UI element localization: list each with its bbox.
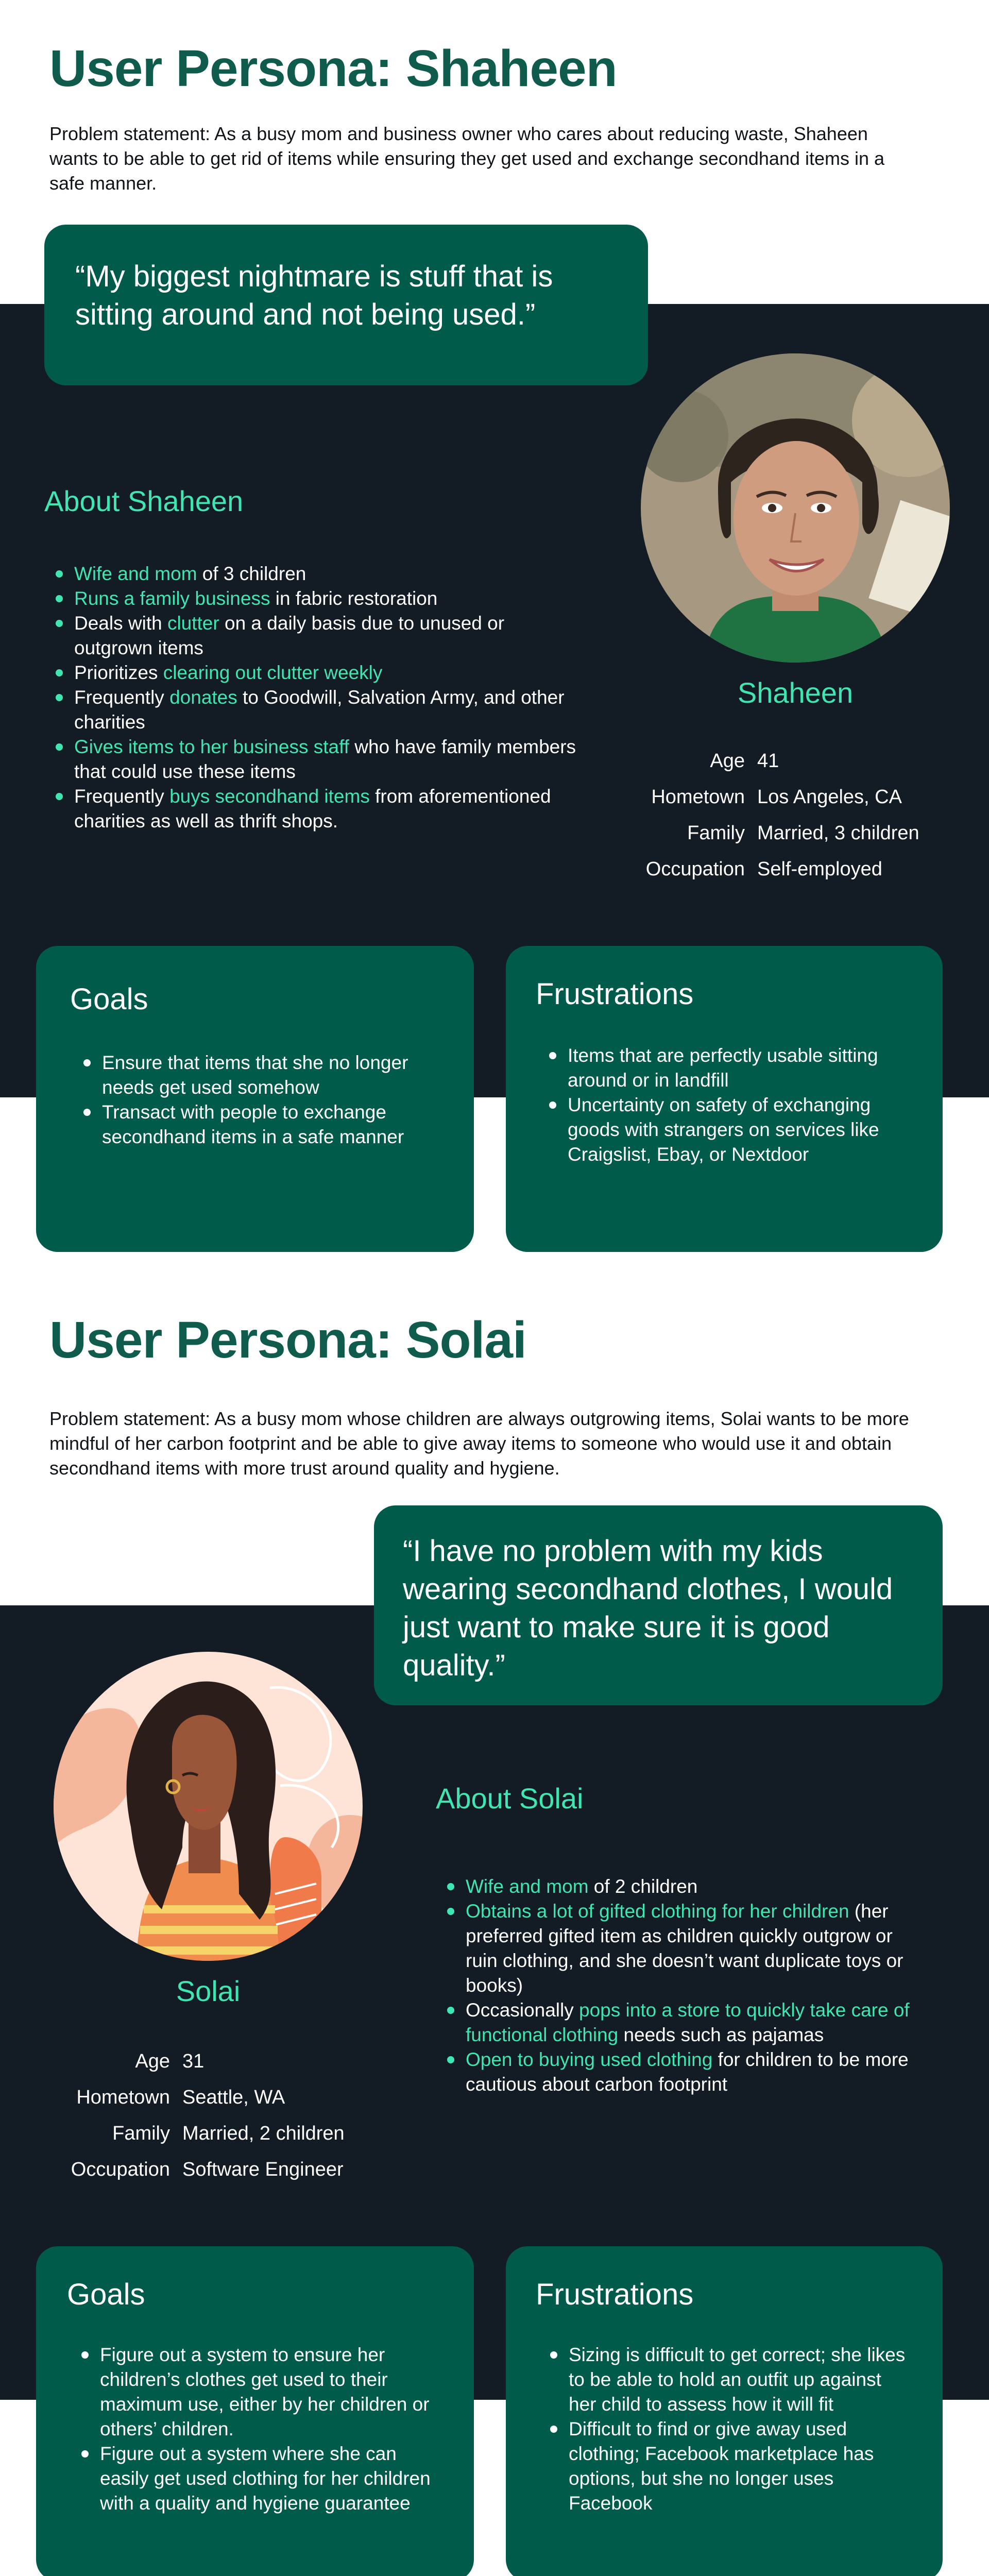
info-label: Family	[687, 822, 745, 844]
info-value: 41	[757, 750, 779, 772]
frustrations-heading: Frustrations	[536, 2278, 694, 2311]
about-list-shaheen	[49, 562, 585, 834]
about-text: in fabric restoration	[270, 588, 438, 609]
highlight-text: Obtains a lot of gifted clothing for her children	[466, 1901, 849, 1922]
about-text: Deals with	[74, 613, 167, 634]
highlight-text: clutter	[167, 613, 219, 634]
goals-heading: Goals	[67, 2278, 145, 2311]
info-value: Los Angeles, CA	[757, 786, 902, 808]
problem-statement-shaheen: Problem statement: As a busy mom and business owner who cares about reducing waste, Shaheen wants to be able to get rid of items while ensuring they get used and exchange secondhand items in a safe manner.	[49, 123, 885, 194]
page-title-solai: User Persona: Solai	[49, 1311, 526, 1369]
persona-name-shaheen: Shaheen	[737, 676, 854, 709]
quote-card-solai	[374, 1505, 943, 1705]
highlight-text: Runs a family business	[74, 588, 270, 609]
info-value: Married, 3 children	[757, 822, 919, 844]
highlight-text: clearing out clutter weekly	[163, 662, 383, 683]
about-text: who have family members that could use these items	[74, 736, 576, 782]
about-text: Occasionally	[466, 1999, 579, 2021]
about-text: of 3 children	[197, 563, 306, 584]
about-item	[466, 2047, 925, 2097]
page-title-shaheen: User Persona: Shaheen	[49, 40, 617, 97]
info-label: Occupation	[71, 2159, 170, 2180]
info-row	[613, 779, 974, 815]
quote-card-shaheen	[44, 225, 648, 385]
about-text: of 2 children	[588, 1876, 698, 1897]
about-text: on a daily basis due to unused or outgrown items	[74, 613, 505, 658]
highlight-text: donates	[169, 687, 237, 708]
frustrations-item: Items that are perfectly usable sitting around or in landfill	[568, 1043, 913, 1093]
info-row	[26, 2115, 407, 2151]
highlight-text: buys secondhand items	[169, 786, 370, 807]
highlight-text: pops into a store to quickly take care of functional clothing	[466, 1999, 910, 2045]
about-item	[74, 562, 585, 586]
quote-text: “My biggest nightmare is stuff that is sitting around and not being used.”	[75, 260, 553, 331]
highlight-text: Wife and mom	[74, 563, 197, 584]
about-item	[466, 1998, 925, 2047]
portrait-photo	[641, 353, 950, 663]
highlight-text: Open to buying used clothing	[466, 2049, 713, 2070]
about-item	[74, 611, 585, 660]
about-item	[74, 660, 585, 685]
about-text: Prioritizes	[74, 662, 163, 683]
about-item	[74, 586, 585, 611]
info-row	[26, 2043, 407, 2079]
frustrations-list-shaheen	[536, 1043, 913, 1167]
about-text: Frequently	[74, 786, 170, 807]
goals-item: Ensure that items that she no longer needs get used somehow	[102, 1050, 440, 1100]
about-heading-shaheen: About Shaheen	[44, 485, 244, 517]
about-item	[74, 735, 585, 784]
goals-list-shaheen	[70, 1050, 440, 1149]
about-item	[466, 1899, 925, 1998]
info-row	[613, 743, 974, 779]
goals-card-shaheen	[36, 946, 474, 1252]
goals-item: Figure out a system to ensure her children’s clothes get used to their maximum use, either by her children or others’ children.	[100, 2343, 443, 2442]
goals-list-solai	[67, 2343, 443, 2516]
frustrations-item: Uncertainty on safety of exchanging goods with strangers on services like Craigslist, Ebay, or Nextdoor	[568, 1093, 913, 1167]
quote-text: “I have no problem with my kids wearing secondhand clothes, I would just want to make sure it is good quality.”	[403, 1534, 893, 1682]
info-value: Married, 2 children	[182, 2123, 345, 2144]
persona-name-solai: Solai	[176, 1975, 241, 2007]
info-label: Hometown	[76, 2087, 170, 2108]
frustrations-heading: Frustrations	[536, 977, 694, 1011]
goals-heading: Goals	[70, 982, 148, 1016]
problem-statement-solai: Problem statement: As a busy mom whose children are always outgrowing items, Solai wants to be more mindful of her carbon footprint and be able to give away items to someone who would use it and obtain secondhand items with more trust around quality and hygiene.	[49, 1408, 909, 1479]
about-text: Frequently	[74, 687, 170, 708]
info-label: Hometown	[651, 786, 745, 808]
about-text: needs such as pajamas	[618, 2024, 824, 2045]
about-item	[74, 784, 585, 834]
highlight-text: Wife and mom	[466, 1876, 589, 1897]
info-row	[613, 815, 974, 851]
info-label: Age	[135, 2050, 170, 2072]
info-row	[26, 2079, 407, 2115]
frustrations-item: Difficult to find or give away used clothing; Facebook marketplace has options, but she no longer uses Facebook	[569, 2417, 913, 2516]
goals-card-solai	[36, 2246, 474, 2576]
about-text: from aforementioned charities as well as thrift shops.	[74, 786, 551, 832]
goals-item: Figure out a system where she can easily get used clothing for her children with a quality and hygiene guarantee	[100, 2442, 443, 2516]
info-value: Self-employed	[757, 858, 882, 880]
about-list-solai	[441, 1874, 925, 2097]
about-item	[74, 685, 585, 735]
avatar-shaheen	[641, 353, 950, 663]
frustrations-item: Sizing is difficult to get correct; she likes to be able to hold an outfit up against her child to assess how it will fit	[569, 2343, 913, 2417]
avatar-solai	[54, 1652, 363, 1961]
frustrations-list-solai	[536, 2343, 913, 2516]
frustrations-card-solai	[506, 2246, 943, 2576]
about-heading-solai: About Solai	[436, 1782, 584, 1815]
info-table-solai	[26, 2043, 407, 2188]
info-row	[613, 851, 974, 887]
about-text: (her preferred gifted item as children quickly outgrow or ruin clothing, and she doesn’t want duplicate toys or books)	[466, 1901, 903, 1996]
info-label: Family	[112, 2123, 170, 2144]
portrait-illustration	[54, 1652, 363, 1961]
info-value: 31	[182, 2050, 204, 2072]
info-table-shaheen	[613, 743, 974, 887]
info-label: Age	[710, 750, 745, 772]
frustrations-card-shaheen	[506, 946, 943, 1252]
about-item	[466, 1874, 925, 1899]
info-value: Seattle, WA	[182, 2087, 285, 2108]
highlight-text: Gives items to her business staff	[74, 736, 349, 757]
about-text: to Goodwill, Salvation Army, and other charities	[74, 687, 565, 733]
goals-item: Transact with people to exchange secondhand items in a safe manner	[102, 1100, 440, 1149]
info-label: Occupation	[645, 858, 745, 880]
info-row	[26, 2151, 407, 2188]
about-text: for children to be more cautious about carbon footprint	[466, 2049, 909, 2095]
info-value: Software Engineer	[182, 2159, 344, 2180]
